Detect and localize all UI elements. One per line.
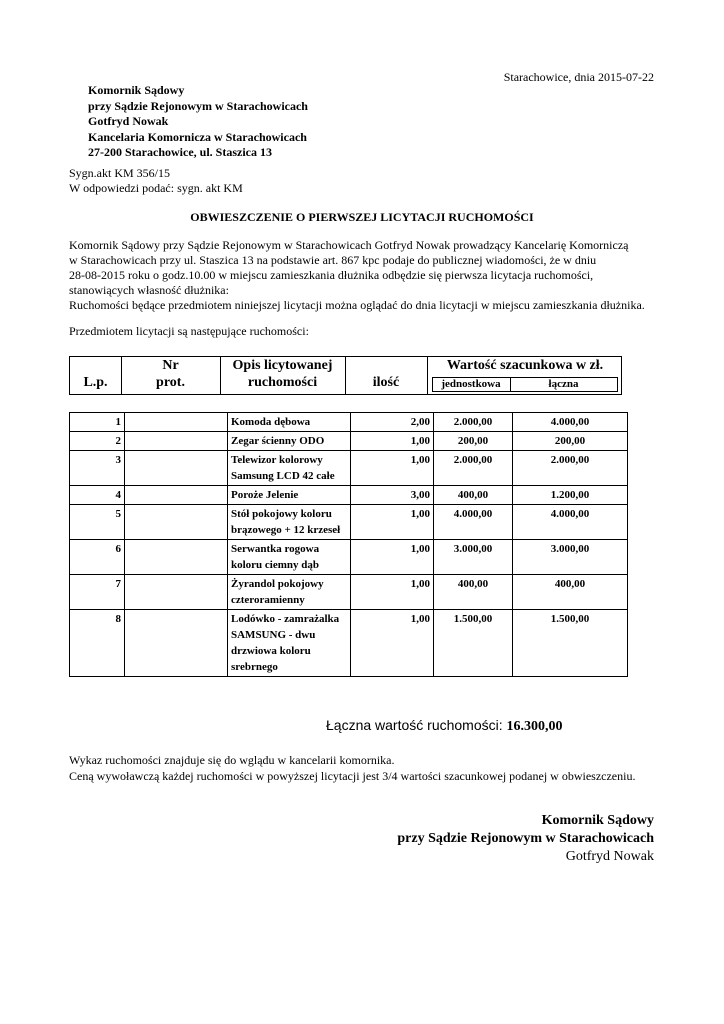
- cell-ilosc: 1,00: [351, 505, 434, 540]
- cell-lp: 4: [70, 486, 125, 505]
- cell-nr: [125, 432, 228, 451]
- header-jednostkowa: jednostkowa: [441, 378, 501, 390]
- cell-ilosc: 3,00: [351, 486, 434, 505]
- cell-opis: Lodówko - zamrażalka SAMSUNG - dwu drzwiowa koloru srebrnego: [228, 610, 351, 677]
- note-line: Ceną wywoławczą każdej ruchomości w powyższej licytacji jest 3/4 wartości szacunkowej podanej w obwieszczeniu.: [69, 769, 636, 783]
- sender-block: [88, 83, 308, 161]
- cell-nr: [125, 451, 228, 486]
- total-label: Łączna wartość ruchomości:: [326, 717, 503, 733]
- cell-opis: Komoda dębowa: [228, 413, 351, 432]
- paragraph-line: w Starachowicach przy ul. Staszica 13 na podstawie art. 867 kpc podaje do publicznej wiadomości, że w dniu: [69, 253, 597, 267]
- cell-ilosc: 2,00: [351, 413, 434, 432]
- cell-lp: 2: [70, 432, 125, 451]
- table-row: [70, 610, 628, 677]
- sender-line: przy Sądzie Rejonowym w Starachowicach: [88, 98, 308, 113]
- cell-jedn: 200,00: [434, 432, 513, 451]
- cell-lp: 3: [70, 451, 125, 486]
- cell-lp: 8: [70, 610, 125, 677]
- sender-line: 27-200 Starachowice, ul. Staszica 13: [88, 145, 272, 159]
- cell-lp: 6: [70, 540, 125, 575]
- paragraph-line: Komornik Sądowy przy Sądzie Rejonowym w Starachowicach Gotfryd Nowak prowadzący Kancelarię Komorniczą: [69, 238, 629, 252]
- table-row: [70, 432, 628, 451]
- table-row: [70, 413, 628, 432]
- sender-line: Komornik Sądowy: [88, 83, 185, 97]
- cell-opis: Żyrandol pokojowy czteroramienny: [228, 575, 351, 610]
- header-lp: L.p.: [83, 375, 108, 390]
- cell-ilosc: 1,00: [351, 432, 434, 451]
- note-line: Wykaz ruchomości znajduje się do wglądu w kancelarii komornika.: [69, 753, 395, 767]
- cell-nr: [125, 610, 228, 677]
- cell-lp: 7: [70, 575, 125, 610]
- cell-ilosc: 1,00: [351, 575, 434, 610]
- cell-opis: Telewizor kolorowy Samsung LCD 42 całe: [228, 451, 351, 486]
- cell-laczna: 1.500,00: [513, 610, 628, 677]
- cell-laczna: 3.000,00: [513, 540, 628, 575]
- header-ilosc: ilość: [372, 375, 400, 390]
- header-nr: Nr: [162, 358, 179, 373]
- signature-title: Komornik Sądowy: [541, 813, 654, 828]
- items-table: [69, 412, 628, 677]
- cell-jedn: 2.000,00: [434, 451, 513, 486]
- cell-nr: [125, 505, 228, 540]
- cell-laczna: 4.000,00: [513, 505, 628, 540]
- cell-nr: [125, 413, 228, 432]
- cell-opis: Stół pokojowy koloru brązowego + 12 krzeseł: [228, 505, 351, 540]
- cell-laczna: 1.200,00: [513, 486, 628, 505]
- cell-jedn: 4.000,00: [434, 505, 513, 540]
- cell-laczna: 400,00: [513, 575, 628, 610]
- table-row: [70, 575, 628, 610]
- sender-line: Kancelaria Komornicza w Starachowicach: [88, 129, 307, 144]
- cell-lp: 1: [70, 413, 125, 432]
- cell-ilosc: 1,00: [351, 451, 434, 486]
- signature-court: przy Sądzie Rejonowym w Starachowicach: [397, 831, 654, 846]
- cell-opis: Serwantka rogowa koloru ciemny dąb: [228, 540, 351, 575]
- document-title: OBWIESZCZENIE O PIERWSZEJ LICYTACJI RUCHOMOŚCI: [190, 210, 534, 224]
- cell-laczna: 4.000,00: [513, 413, 628, 432]
- cell-lp: 5: [70, 505, 125, 540]
- table-row: [70, 505, 628, 540]
- header-wartosc: Wartość szacunkowa w zł.: [446, 358, 604, 373]
- cell-laczna: 200,00: [513, 432, 628, 451]
- cell-ilosc: 1,00: [351, 610, 434, 677]
- cell-nr: [125, 540, 228, 575]
- notes: [69, 752, 635, 784]
- reply-reference: W odpowiedzi podać: sygn. akt KM: [69, 181, 243, 195]
- header-ruchomosci: ruchomości: [247, 375, 318, 390]
- cell-nr: [125, 575, 228, 610]
- cell-jedn: 400,00: [434, 486, 513, 505]
- cell-jedn: 2.000,00: [434, 413, 513, 432]
- cell-nr: [125, 486, 228, 505]
- header-opis: Opis licytowanej: [232, 358, 333, 373]
- cell-laczna: 2.000,00: [513, 451, 628, 486]
- table-row: [70, 540, 628, 575]
- paragraph-line: 28-08-2015 roku o godz.10.00 w miejscu zamieszkania dłużnika odbędzie się pierwsza licytacja ruchomości,: [69, 268, 594, 282]
- total-amount: 16.300,00: [506, 719, 563, 734]
- cell-opis: Poroże Jelenie: [228, 486, 351, 505]
- sender-line: Gotfryd Nowak: [88, 114, 169, 128]
- table-row: [70, 451, 628, 486]
- paragraph-line: stanowiących własność dłużnika:: [69, 283, 229, 297]
- document-date: Starachowice, dnia 2015-07-22: [503, 70, 654, 84]
- cell-jedn: 1.500,00: [434, 610, 513, 677]
- cell-ilosc: 1,00: [351, 540, 434, 575]
- items-intro: Przedmiotem licytacji są następujące ruchomości:: [69, 324, 309, 338]
- case-reference: [69, 166, 243, 196]
- case-signature: Sygn.akt KM 356/15: [69, 166, 171, 180]
- announcement-paragraph: [69, 238, 669, 313]
- cell-jedn: 400,00: [434, 575, 513, 610]
- cell-opis: Zegar ścienny ODO: [228, 432, 351, 451]
- cell-jedn: 3.000,00: [434, 540, 513, 575]
- table-row: [70, 486, 628, 505]
- table-header: [69, 356, 622, 395]
- header-prot: prot.: [156, 375, 185, 390]
- header-laczna: łączna: [548, 378, 579, 390]
- total-value-line: [326, 717, 563, 735]
- signature-block: [397, 812, 654, 866]
- signature-name: Gotfryd Nowak: [565, 849, 654, 864]
- paragraph-line: Ruchomości będące przedmiotem niniejszej licytacji można oglądać do dnia licytacji w miejscu zamieszkania dłużnika.: [69, 298, 645, 312]
